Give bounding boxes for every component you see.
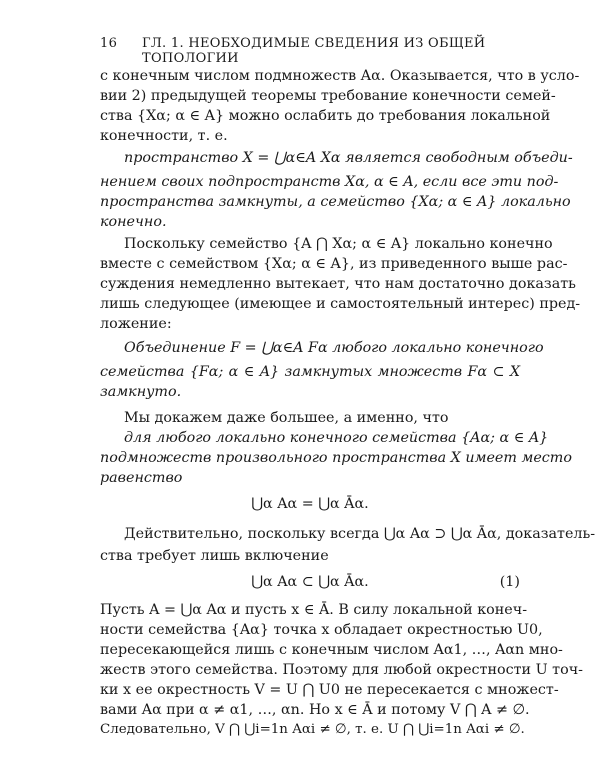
text-line: конечности, т. е. xyxy=(100,128,228,144)
text-line: Пусть A = ⋃α Aα и пусть x ∈ Ā. В силу локальной конеч- xyxy=(100,602,528,618)
text-line: вместе с семейством {Xα; α ∈ A}, из приведенного выше рас- xyxy=(100,256,568,272)
text-line: Следовательно, V ⋂ ⋃i=1n Aαi ≠ ∅, т. е. U ⋂ ⋃i=1n Aαi ≠ ∅. xyxy=(100,722,525,737)
text-line: Мы докажем даже большее, а именно, что xyxy=(124,410,449,426)
text-line: суждения немедленно вытекает, что нам достаточно доказать xyxy=(100,276,576,292)
proposition-line: семейства {Fα; α ∈ A} замкнутых множеств Fα ⊂ X xyxy=(100,364,520,380)
proposition-line: нением своих подпространств Xα, α ∈ A, если все эти под- xyxy=(100,174,559,190)
text-line: жеств этого семейства. Поэтому для любой окрестности U точ- xyxy=(100,662,583,678)
text-line: с конечным числом подмножеств Aα. Оказывается, что в усло- xyxy=(100,68,580,84)
text-line: ности семейства {Aα} точка x обладает окрестностью U0, xyxy=(100,622,543,638)
text-line: ства {Xα; α ∈ A} можно ослабить до требования локальной xyxy=(100,108,551,124)
text-line: вии 2) предыдущей теоремы требование конечности семей- xyxy=(100,88,556,104)
proposition-line: замкнуто. xyxy=(100,384,182,400)
text-line: ложение: xyxy=(100,316,172,332)
display-formula xyxy=(100,572,520,592)
text-line: пересекающейся лишь с конечным числом Aα1, …, Aαn мно- xyxy=(100,642,563,658)
text-line: вами Aα при α ≠ α1, …, αn. Но x ∈ Ā и потому V ⋂ A ≠ ∅. xyxy=(100,702,530,718)
proposition-line: пространство X = ⋃α∈A Xα является свободным объеди- xyxy=(124,150,573,166)
formula-body: ⋃α Aα ⊂ ⋃α Āα. xyxy=(251,574,369,590)
proposition-line: Объединение F = ⋃α∈A Fα любого локально конечного xyxy=(124,340,544,356)
display-formula: ⋃α Aα = ⋃α Āα. xyxy=(251,496,369,512)
proposition-line: равенство xyxy=(100,470,183,486)
text-line: лишь следующее (имеющее и самостоятельный интерес) пред- xyxy=(100,296,581,312)
text-line: Действительно, поскольку всегда ⋃α Aα ⊃ ⋃α Āα, доказатель- xyxy=(124,526,596,542)
proposition-line: пространства замкнуты, а семейство {Xα; α ∈ A} локально xyxy=(100,194,571,210)
page-number: 16 xyxy=(100,36,118,51)
proposition-line: конечно. xyxy=(100,214,167,230)
text-line: ства требует лишь включение xyxy=(100,548,329,564)
text-line: ки x ее окрестность V = U ⋂ U0 не пересекается с множест- xyxy=(100,682,559,698)
proposition-line: для любого локально конечного семейства {Aα; α ∈ A} xyxy=(124,430,549,446)
text-line: Поскольку семейство {A ⋂ Xα; α ∈ A} локально конечно xyxy=(124,236,553,252)
equation-number: (1) xyxy=(499,574,520,590)
running-title: ГЛ. 1. НЕОБХОДИМЫЕ СВЕДЕНИЯ ИЗ ОБЩЕЙ ТОПОЛОГИИ xyxy=(142,36,486,66)
proposition-line: подмножеств произвольного пространства X имеет место xyxy=(100,450,572,466)
